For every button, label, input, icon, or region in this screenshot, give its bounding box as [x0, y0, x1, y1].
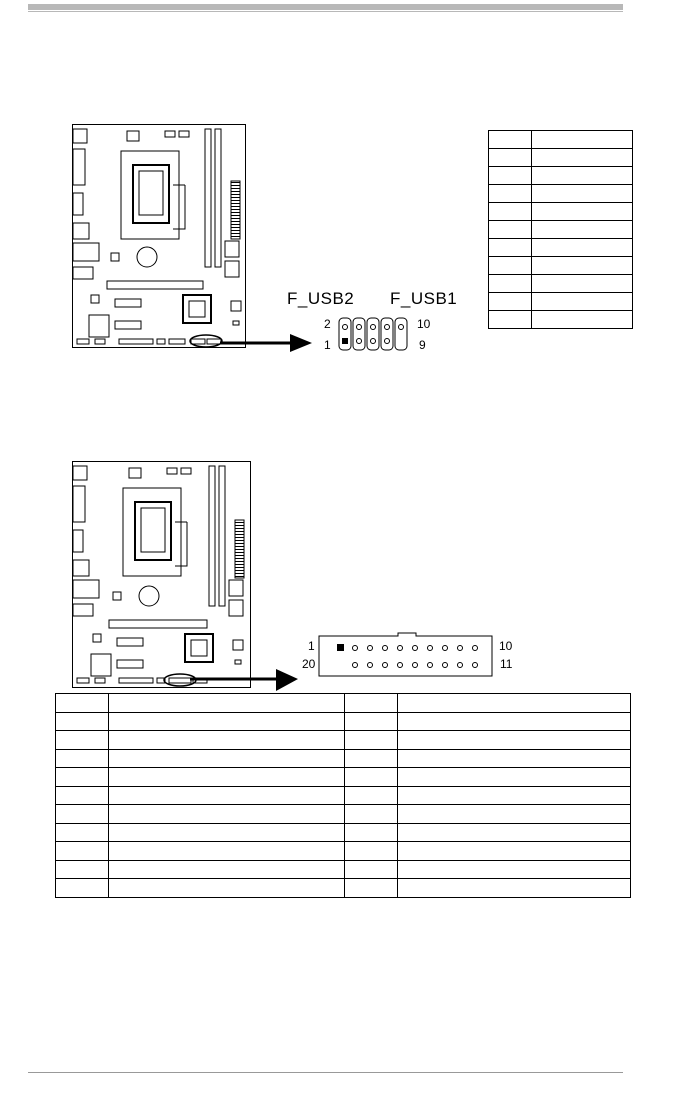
table-row	[489, 185, 633, 203]
usb-pin-label: 1	[324, 338, 331, 352]
table-row	[489, 293, 633, 311]
usb-pin-table	[488, 130, 633, 329]
table-row	[489, 275, 633, 293]
header-rule-thin	[28, 11, 623, 12]
front-panel-header-connector	[318, 632, 494, 678]
table-row	[489, 221, 633, 239]
usb-pin-label: 9	[419, 338, 426, 352]
table-row	[489, 311, 633, 329]
usb-pin-label: 2	[324, 317, 331, 331]
pointer-arrow-usb	[220, 330, 315, 360]
usb-pin-label: 10	[417, 317, 431, 331]
table-row	[56, 749, 631, 768]
header-rule	[28, 4, 623, 10]
panel-pin-label: 11	[500, 657, 513, 671]
usb-header-connector	[337, 316, 415, 352]
table-row	[489, 239, 633, 257]
table-row	[489, 257, 633, 275]
table-row	[56, 879, 631, 898]
table-row	[56, 805, 631, 824]
table-row	[489, 131, 633, 149]
table-row	[489, 167, 633, 185]
table-row	[56, 860, 631, 879]
panel-pin-label: 20	[302, 657, 316, 671]
table-row	[56, 823, 631, 842]
usb-label-right: F_USB1	[390, 289, 458, 308]
panel-pin-label: 1	[308, 639, 315, 653]
motherboard-diagram-usb	[72, 124, 246, 348]
table-row	[56, 694, 631, 713]
motherboard-diagram-panel	[72, 461, 251, 688]
panel-pin-table	[55, 693, 631, 898]
table-row	[489, 149, 633, 167]
usb-label-left: F_USB2	[287, 289, 355, 308]
motherboard-layout-drawing	[73, 462, 250, 687]
panel-pin-label: 10	[499, 639, 513, 653]
motherboard-layout-drawing	[73, 125, 245, 347]
table-row	[56, 842, 631, 861]
table-row	[56, 768, 631, 787]
table-row	[489, 203, 633, 221]
footer-rule	[28, 1072, 623, 1073]
table-row	[56, 786, 631, 805]
table-row	[56, 712, 631, 731]
table-row	[56, 731, 631, 750]
